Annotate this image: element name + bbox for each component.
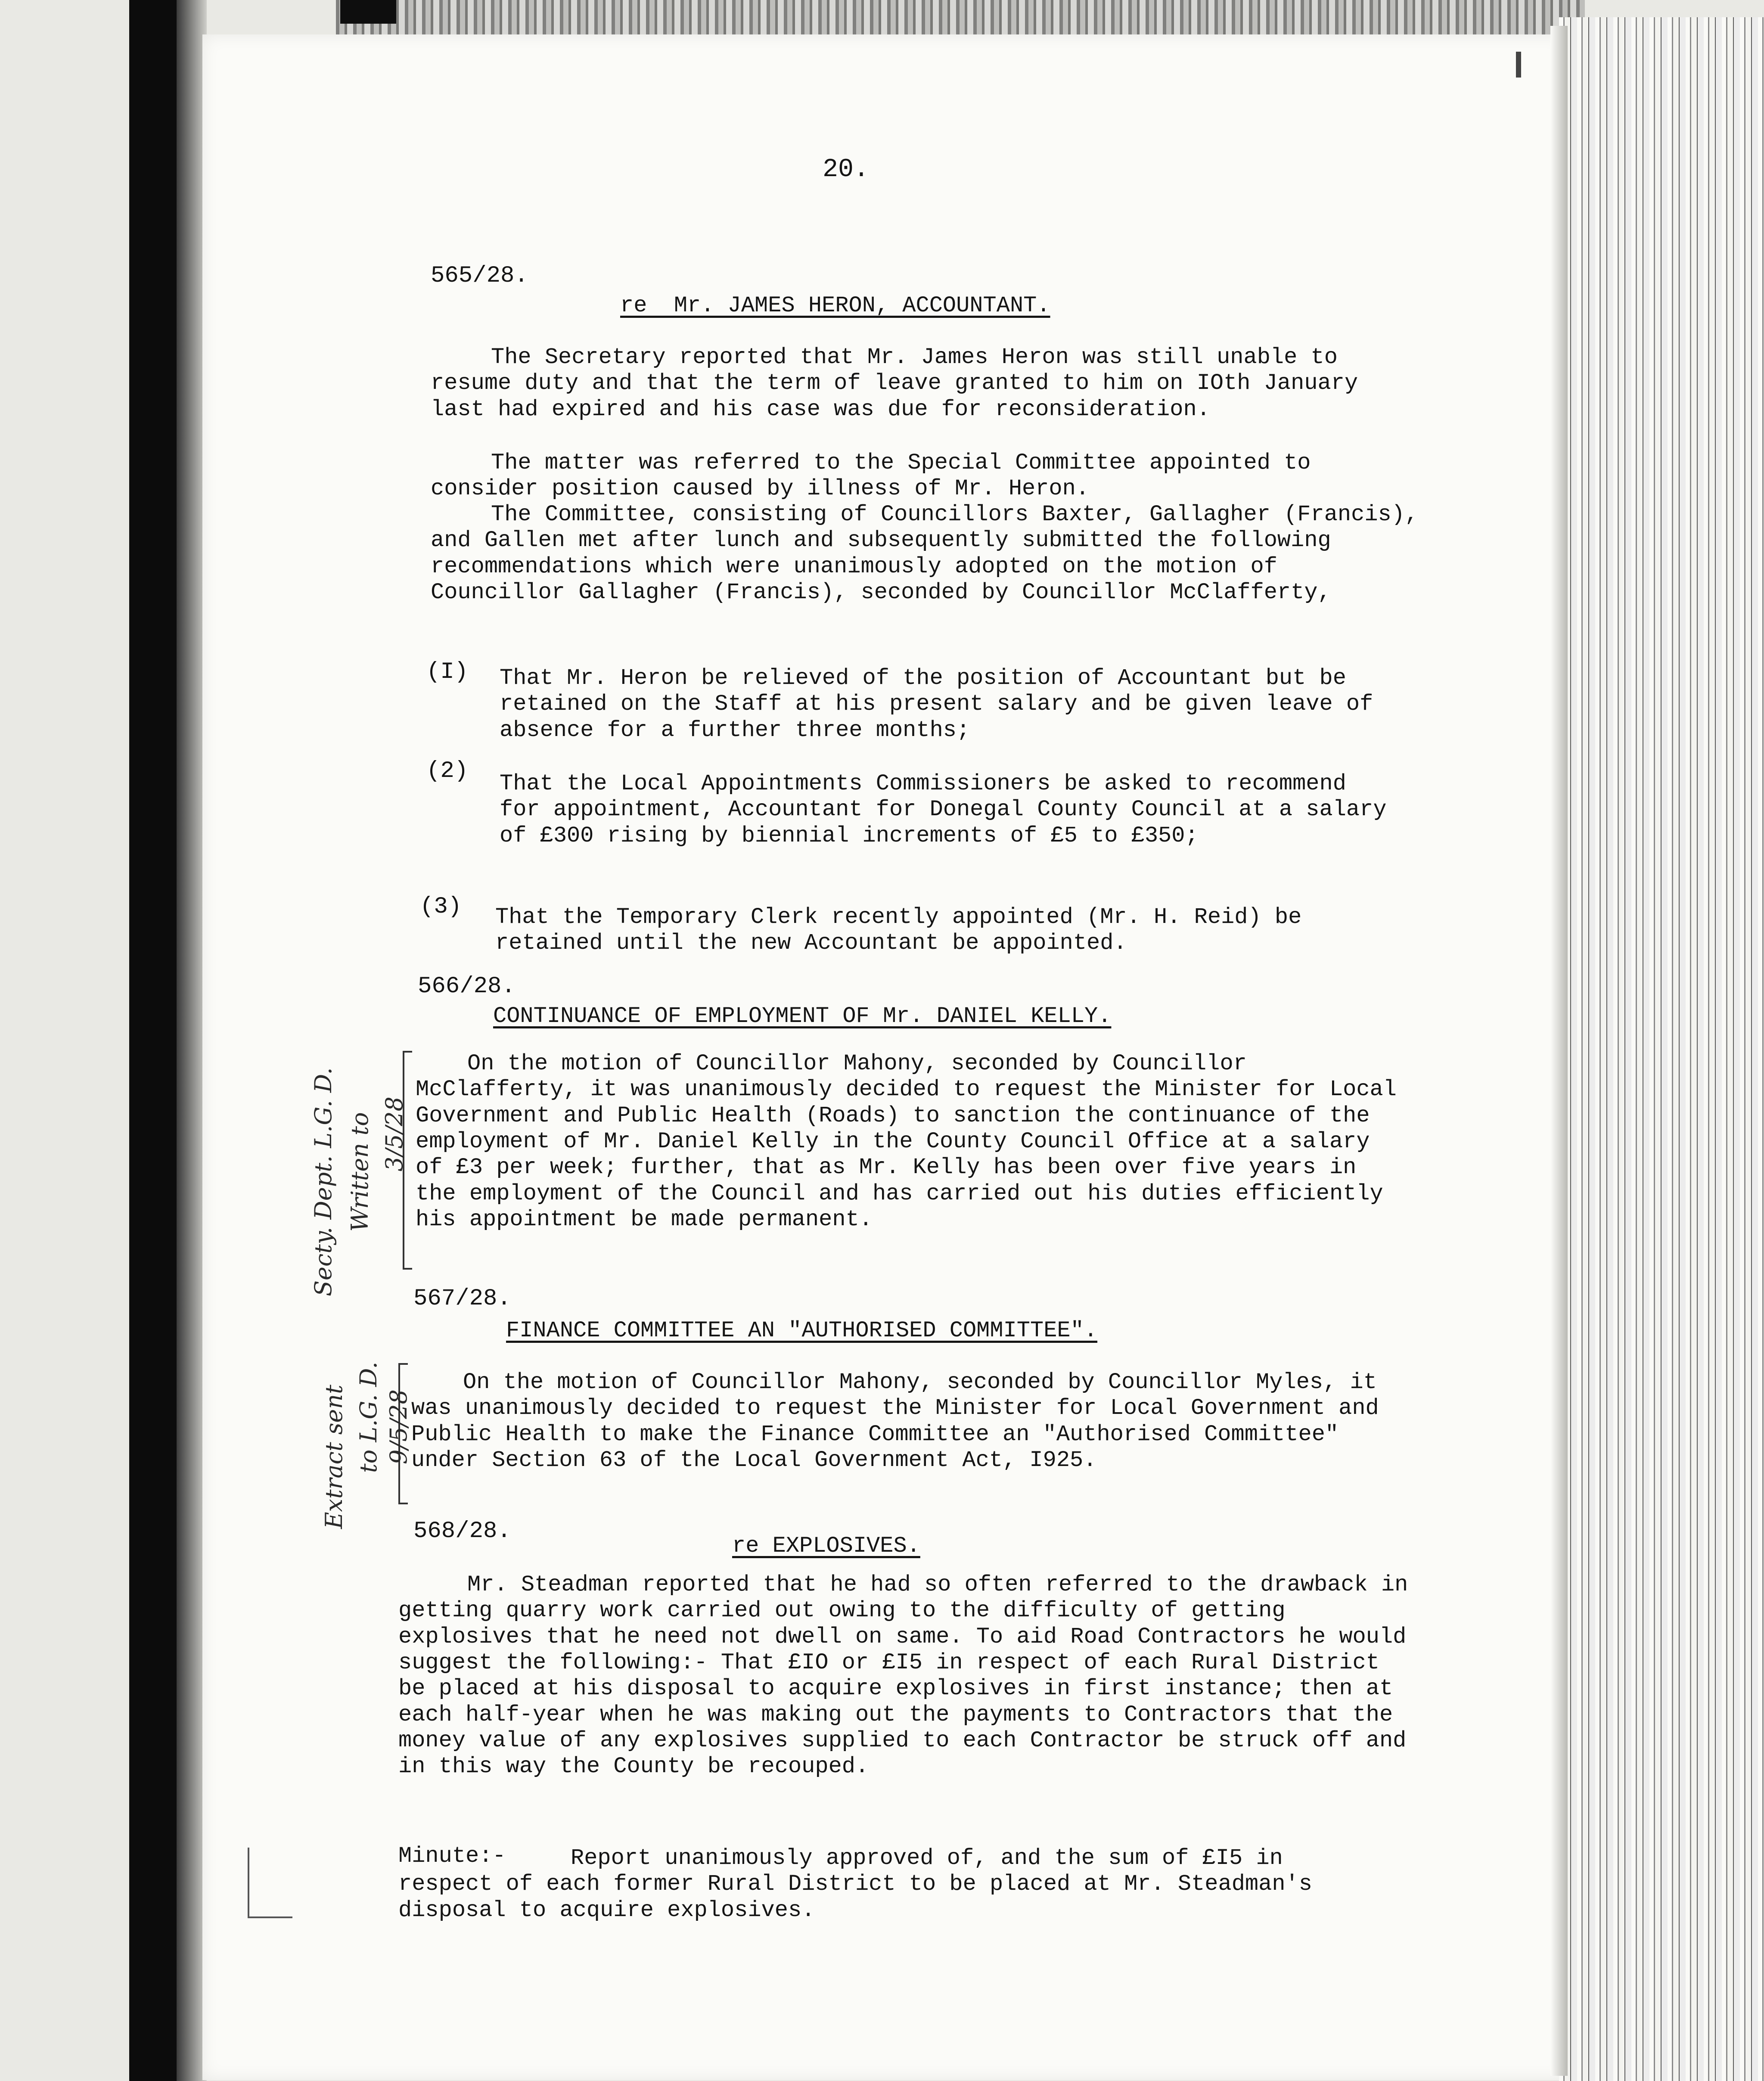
margin-note-extract: Extract sent xyxy=(320,1385,348,1529)
paragraph-565-1: The Secretary reported that Mr. James Heron was still unable to resume duty and that the term of leave granted to him on IOth January last had expired and his case was due for reconsideration. xyxy=(431,345,1358,422)
recommendation-2: That the Local Appointments Commissioners be asked to recommend for appointment, Accountant for Donegal County Council at a salary of £300 rising by biennial increments of £5 to £350; xyxy=(500,771,1387,848)
item-number-567: 567/28. xyxy=(413,1286,511,1312)
margin-note-dept: Secty. Dept. L.G. D. xyxy=(310,1067,337,1296)
minute-text: Report unanimously approved of, and the sum of £I5 in respect of each former Rural District to be placed at Mr. Steadman's disposal to acquire explosives. xyxy=(398,1845,1312,1923)
recommendation-number-2: (2) xyxy=(426,758,469,784)
margin-note-written: Written to xyxy=(346,1112,373,1232)
paragraph-565-2: The matter was referred to the Special Committee appointed to consider position caused by illness of Mr. Heron. xyxy=(431,450,1311,502)
paragraph-565-3: The Committee, consisting of Councillors Baxter, Gallagher (Francis), and Gallen met after lunch and subsequently submitted the following recommendations which were unanimously adopted on the motion of Councillor Gallagher (Francis), seconded by Councillor McClafferty, xyxy=(431,502,1419,605)
item-heading-567: FINANCE COMMITTEE AN "AUTHORISED COMMITTEE". xyxy=(506,1318,1098,1343)
margin-note-date-1: 3/5/28 xyxy=(381,1096,408,1171)
item-number-565: 565/28. xyxy=(431,263,528,289)
item-number-566: 566/28. xyxy=(418,973,516,1000)
recommendation-3: That the Temporary Clerk recently appointed (Mr. H. Reid) be retained until the new Accountant be appointed. xyxy=(495,904,1302,956)
page-number: 20. xyxy=(823,155,870,184)
item-heading-566: CONTINUANCE OF EMPLOYMENT OF Mr. DANIEL KELLY. xyxy=(493,1003,1112,1029)
recommendation-number-1: (I) xyxy=(426,659,469,685)
paragraph-567: On the motion of Councillor Mahony, seconded by Councillor Myles, it was unanimously decided to request the Minister for Local Government and Public Health to make the Finance Committee an "Authorised Committee" under Section 63 of the Local Government Act, I925. xyxy=(411,1370,1379,1473)
recommendation-number-3: (3) xyxy=(420,894,462,920)
recommendation-1: That Mr. Heron be relieved of the position of Accountant but be retained on the Staff at his present salary and be given leave of absence for a further three months; xyxy=(500,665,1373,743)
margin-note-lgd: to L.G. D. xyxy=(355,1361,382,1473)
paragraph-568: Mr. Steadman reported that he had so often referred to the drawback in getting quarry work carried out owing to the difficulty of getting explosives that he need not dwell on same. To aid Road Contractors he would suggest the following:- That £IO or £I5 in respect of each Rural District be placed at his disposal to acquire explosives in first instance; then at each half-year when he was making out the payments to Contractors that the money value of any explosives supplied to each Contractor be struck off and in this way the County be recouped. xyxy=(398,1572,1408,1780)
item-heading-568: re EXPLOSIVES. xyxy=(732,1533,920,1559)
margin-note-date-2: 9/5/28 xyxy=(385,1389,412,1464)
paragraph-566: On the motion of Councillor Mahony, seconded by Councillor McClafferty, it was unanimously decided to request the Minister for Local Government and Public Health (Roads) to sanction the continuance of the employment of Mr. Daniel Kelly in the County Council Office at a salary of £3 per week; further, that as Mr. Kelly has been over five years in the employment of the Council and has carried out his duties efficiently his appointment be made permanent. xyxy=(416,1051,1397,1232)
item-heading-565: re Mr. JAMES HERON, ACCOUNTANT. xyxy=(620,293,1050,318)
item-number-568: 568/28. xyxy=(413,1518,511,1544)
corner-pencil-mark xyxy=(248,1848,292,1918)
minute-label: Minute:- xyxy=(398,1843,506,1869)
